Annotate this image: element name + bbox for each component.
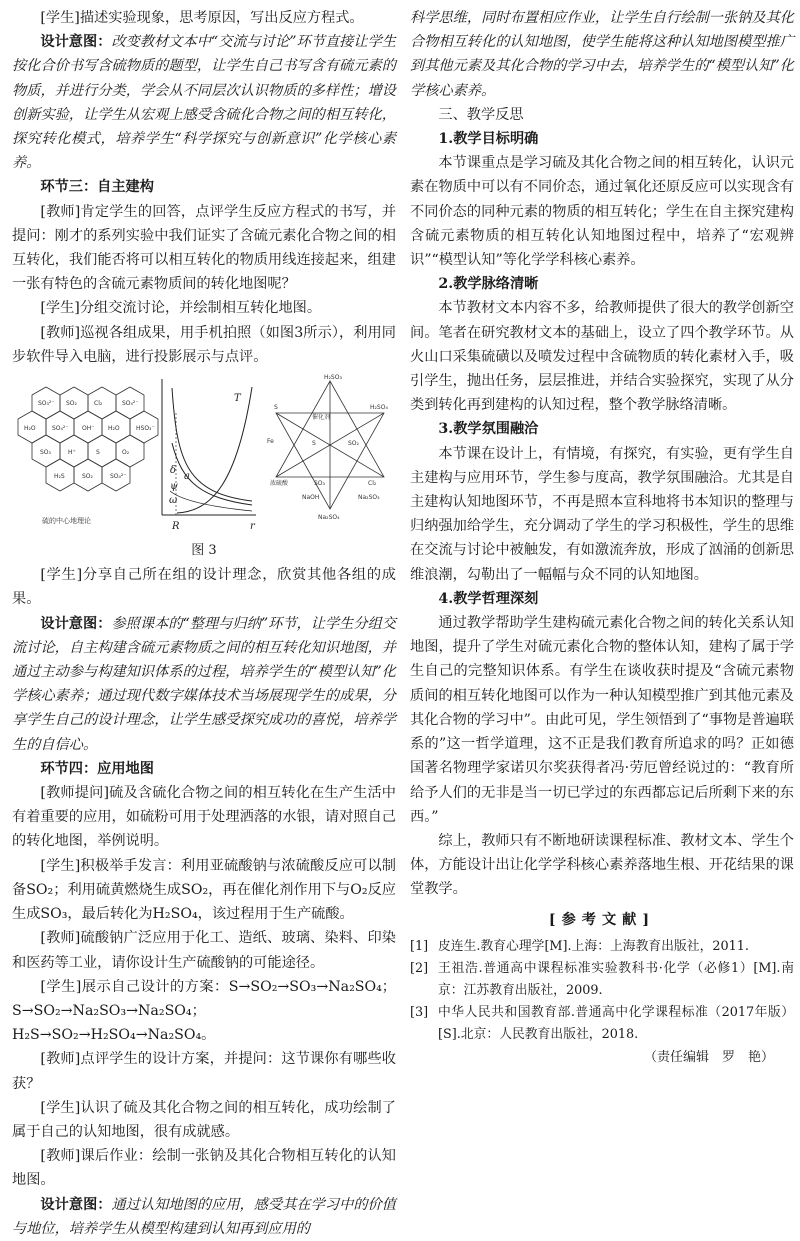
paragraph: [学生]积极举手发言：利用亚硫酸钠与浓硫酸反应可以制备SO₂；利用硫黄燃烧生成SO₂，再在催化剂作用下与O₂反应生成SO₃，最后转化为H₂SO₄，该过程用于生产硫酸。 [12, 857, 396, 923]
svg-text:H⁺: H⁺ [68, 449, 76, 457]
subsection-heading: 2.教学脉络清晰 [438, 276, 539, 293]
svg-text:SO₂: SO₂ [66, 400, 77, 408]
graph-label-omega: ω [169, 495, 178, 507]
paragraph: [学生]认识了硫及其化合物之间的相互转化，成功绘制了属于自己的认知地图，很有成就感。 [12, 1099, 396, 1140]
paragraph: [教师]硫酸钠广泛应用于化工、造纸、玻璃、染料、印染和医药等工业，请你设计生产硫酸钠的可能途径。 [12, 930, 396, 971]
graph-label-psi: ψ [170, 481, 178, 493]
svg-text:Na₂SO₄: Na₂SO₄ [318, 514, 340, 522]
graph-label-a: a [184, 471, 190, 483]
hexagon-map-caption: 硫的中心地理论 [42, 517, 91, 526]
graph-label-T: T [234, 393, 241, 405]
paragraph: [学生]分享自己所在组的设计理念，欣赏其他各组的成果。 [12, 567, 396, 608]
svg-text:Fe: Fe [267, 438, 274, 446]
reference-item [410, 936, 794, 958]
design-intent-label: 设计意图： [40, 615, 112, 632]
section-heading: 三、教学反思 [438, 106, 524, 123]
paragraph: 本节课重点是学习硫及其化合物之间的相互转化，认识元素在物质中可以有不同价态，通过氧化还原反应可以实现含有不同价态的同种元素的物质的相互转化；学生在自主探究建构含硫元素物质的相互转化认知地图过程中，培养了“宏观辨识”“模型认知”等化学学科核心素养。 [410, 155, 794, 269]
svg-text:Na₂SO₃: Na₂SO₃ [358, 494, 380, 502]
star-map-drawing [276, 381, 384, 509]
design-intent-paragraph [12, 612, 396, 757]
design-intent-label: 设计意图： [40, 1196, 112, 1213]
svg-text:SO₂: SO₂ [82, 473, 93, 481]
responsible-editor: （责任编辑 罗 艳） [643, 1049, 774, 1065]
svg-text:O₂: O₂ [122, 449, 130, 457]
svg-text:SO₄²⁻: SO₄²⁻ [122, 400, 139, 408]
reference-number: [1] [410, 938, 429, 954]
figure-3 [12, 373, 396, 539]
svg-text:H₂O: H₂O [108, 425, 120, 433]
design-intent-label: 设计意图： [40, 34, 112, 51]
figure-3-drawings [12, 373, 396, 539]
paragraph: 综上，教师只有不断地研读课程标准、教材文本、学生个体，方能设计出让化学学科核心素养落地生根、开花结果的课堂教学。 [410, 832, 794, 898]
svg-text:Cl₂: Cl₂ [368, 480, 377, 488]
subsection-heading: 4.教学哲理深刻 [438, 590, 539, 607]
graph-label-r: r [250, 521, 255, 533]
reference-number: [2] [410, 960, 429, 976]
graph-label-R: R [172, 521, 180, 533]
svg-text:SO₃²⁻: SO₃²⁻ [38, 400, 55, 408]
graph-label-delta: δ [170, 465, 177, 477]
left-column [12, 6, 396, 1241]
svg-text:SO₃: SO₃ [314, 480, 325, 488]
paragraph: [教师提问]硫及含硫化合物之间的相互转化在生产生活中有着重要的应用，如硫粉可用于处理洒落的水银，请对照自己的转化地图，举例说明。 [12, 785, 396, 850]
design-intent-paragraph [12, 1193, 396, 1241]
design-intent-text: 通过认知地图的应用，感受其在学习中的价值与地位，培养学生从模型构建到认知再到应用的 [12, 1196, 396, 1237]
paragraph: [学生]描述实验现象，思考原因，写出反应方程式。 [40, 10, 364, 26]
paragraph: [学生]分组交流讨论，并绘制相互转化地图。 [40, 300, 322, 317]
references-heading: [参考文献] [548, 911, 656, 928]
svg-text:SO₂: SO₂ [348, 440, 359, 448]
svg-text:SO₃: SO₃ [40, 449, 51, 457]
subsection-heading: 1.教学目标明确 [438, 131, 539, 148]
svg-text:H₂SO₃: H₂SO₃ [324, 374, 342, 382]
svg-text:SO₄²⁻: SO₄²⁻ [52, 425, 69, 433]
svg-text:SO₄²⁻: SO₄²⁻ [110, 473, 127, 481]
reference-text: 中华人民共和国教育部.普通高中化学课程标准（2017年版）[S].北京：人民教育出版社，2018. [438, 1004, 794, 1042]
section-heading: 环节三：自主建构 [40, 179, 154, 196]
svg-text:Cl₂: Cl₂ [94, 400, 103, 408]
svg-text:H₂SO₄: H₂SO₄ [370, 404, 388, 412]
paragraph: 本节教材文本内容不多，给教师提供了很大的教学创新空间。笔者在研究教材文本的基础上，设立了四个教学环节。从火山口采集硫磺以及喷发过程中含硫物质的转化素材入手，吸引学生，抛出任务，层层推进，并结合实验探究，实现了从分类到转化再到建构的认知过程，整个教学脉络清晰。 [410, 300, 794, 414]
paragraph: [教师]课后作业：绘制一张钠及其化合物相互转化的认知地图。 [12, 1148, 396, 1189]
design-intent-paragraph [12, 30, 396, 175]
svg-text:S: S [312, 440, 316, 448]
reference-text: 王祖浩.普通高中课程标准实验教科书·化学（必修1）[M].南京：江苏教育出版社，2009. [438, 960, 794, 998]
design-intent-text: 改变教材文本中“交流与讨论”环节直接让学生按化合价书写含硫物质的题型，让学生自己书写含有硫元素的物质，并进行分类，学会从不同层次认识物质的多样性；增设创新实验，让学生从宏观上感受含硫化合物之间的相互转化，探究转化模式，培养学生“科学探究与创新意识”化学核心素养。 [12, 34, 396, 172]
paragraph: 通过教学帮助学生建构硫元素化合物之间的转化关系认知地图，提升了学生对硫元素化合物的整体认知，建构了属于学生自己的完整知识体系。有学生在谈收获时提及“含硫元素物质间的相互转化地图可以作为一种认知模型推广到其他元素及其化合物的学习中”。由此可见，学生领悟到了“事物是普遍联系的”这一哲学道理，这不正是我们教育所追求的吗？正如德国著名物理学家诺贝尔奖获得者冯·劳厄曾经说过的：“教育所给予人们的无非是当一切已学过的东西都忘记后所剩下来的东西。” [410, 615, 794, 825]
figure-caption: 图 3 [191, 543, 217, 559]
paragraph: [教师]巡视各组成果，用手机拍照（如图3所示），利用同步软件导入电脑，进行投影展示与点评。 [12, 324, 396, 365]
svg-text:OH⁻: OH⁻ [82, 425, 95, 433]
svg-text:S: S [274, 404, 278, 412]
paragraph: [教师]点评学生的设计方案，并提问：这节课你有哪些收获？ [12, 1051, 396, 1092]
section-heading: 环节四：应用地图 [40, 760, 154, 777]
svg-text:H₂O: H₂O [24, 425, 36, 433]
design-intent-text: 参照课本的“整理与归纳”环节，让学生分组交流讨论，自主构建含硫元素物质之间的相互转化知识地图，并通过主动参与构建知识体系的过程，培养学生的“模型认知”化学核心素养；通过现代数字媒体技术当场展现学生的成果，分享学生自己的设计理念，让学生感受探究成功的喜悦，培养学生的自信心。 [12, 615, 396, 753]
reference-item [410, 1002, 794, 1046]
subsection-heading: 3.教学氛围融洽 [438, 421, 539, 438]
reference-text: 皮连生.教育心理学[M].上海：上海教育出版社，2011. [438, 938, 749, 954]
right-column [410, 6, 794, 1070]
paragraph: [学生]展示自己设计的方案：S→SO₂→SO₃→Na₂SO₄；S→SO₂→Na₂SO₃→Na₂SO₄；H₂S→SO₂→H₂SO₄→Na₂SO₄。 [12, 978, 396, 1044]
reference-item [410, 958, 794, 1002]
reference-number: [3] [410, 1004, 429, 1020]
svg-text:NaOH: NaOH [302, 494, 320, 502]
paragraph: 本节课在设计上，有情境，有探究，有实验，更有学生自主建构与应用环节，学生参与度高，教学氛围融洽。尤其是自主建构认知地图环节，不再是照本宣科地将书本知识的整理与归纳强加给学生，充分调动了学生的学习积极性，学生的思维在交流与讨论中被触发，有如激流奔放，形成了汹涌的创新思维浪潮，勾勒出了一幅幅与众不同的认知地图。 [410, 445, 794, 583]
svg-text:浓硫酸: 浓硫酸 [270, 480, 289, 488]
paragraph-continued: 科学思维，同时布置相应作业，让学生自行绘制一张钠及其化合物相互转化的认知地图，使学生能将这种认知地图模型推广到其他元素及其化合物的学习中去，培养学生的“模型认知”化学核心素养。 [410, 10, 794, 99]
svg-text:H₂S: H₂S [54, 473, 65, 481]
svg-text:HSO₃⁻: HSO₃⁻ [136, 425, 155, 433]
paragraph: [教师]肯定学生的回答，点评学生反应方程式的书写，并提问：刚才的系列实验中我们证实了含硫元素化合物之间的相互转化，我们能否将可以相互转化的物质用线连接起来，组建一张有特色的含硫元素物质间的转化地图呢？ [12, 203, 396, 293]
svg-text:S: S [96, 449, 100, 457]
svg-text:催化剂: 催化剂 [312, 414, 331, 422]
